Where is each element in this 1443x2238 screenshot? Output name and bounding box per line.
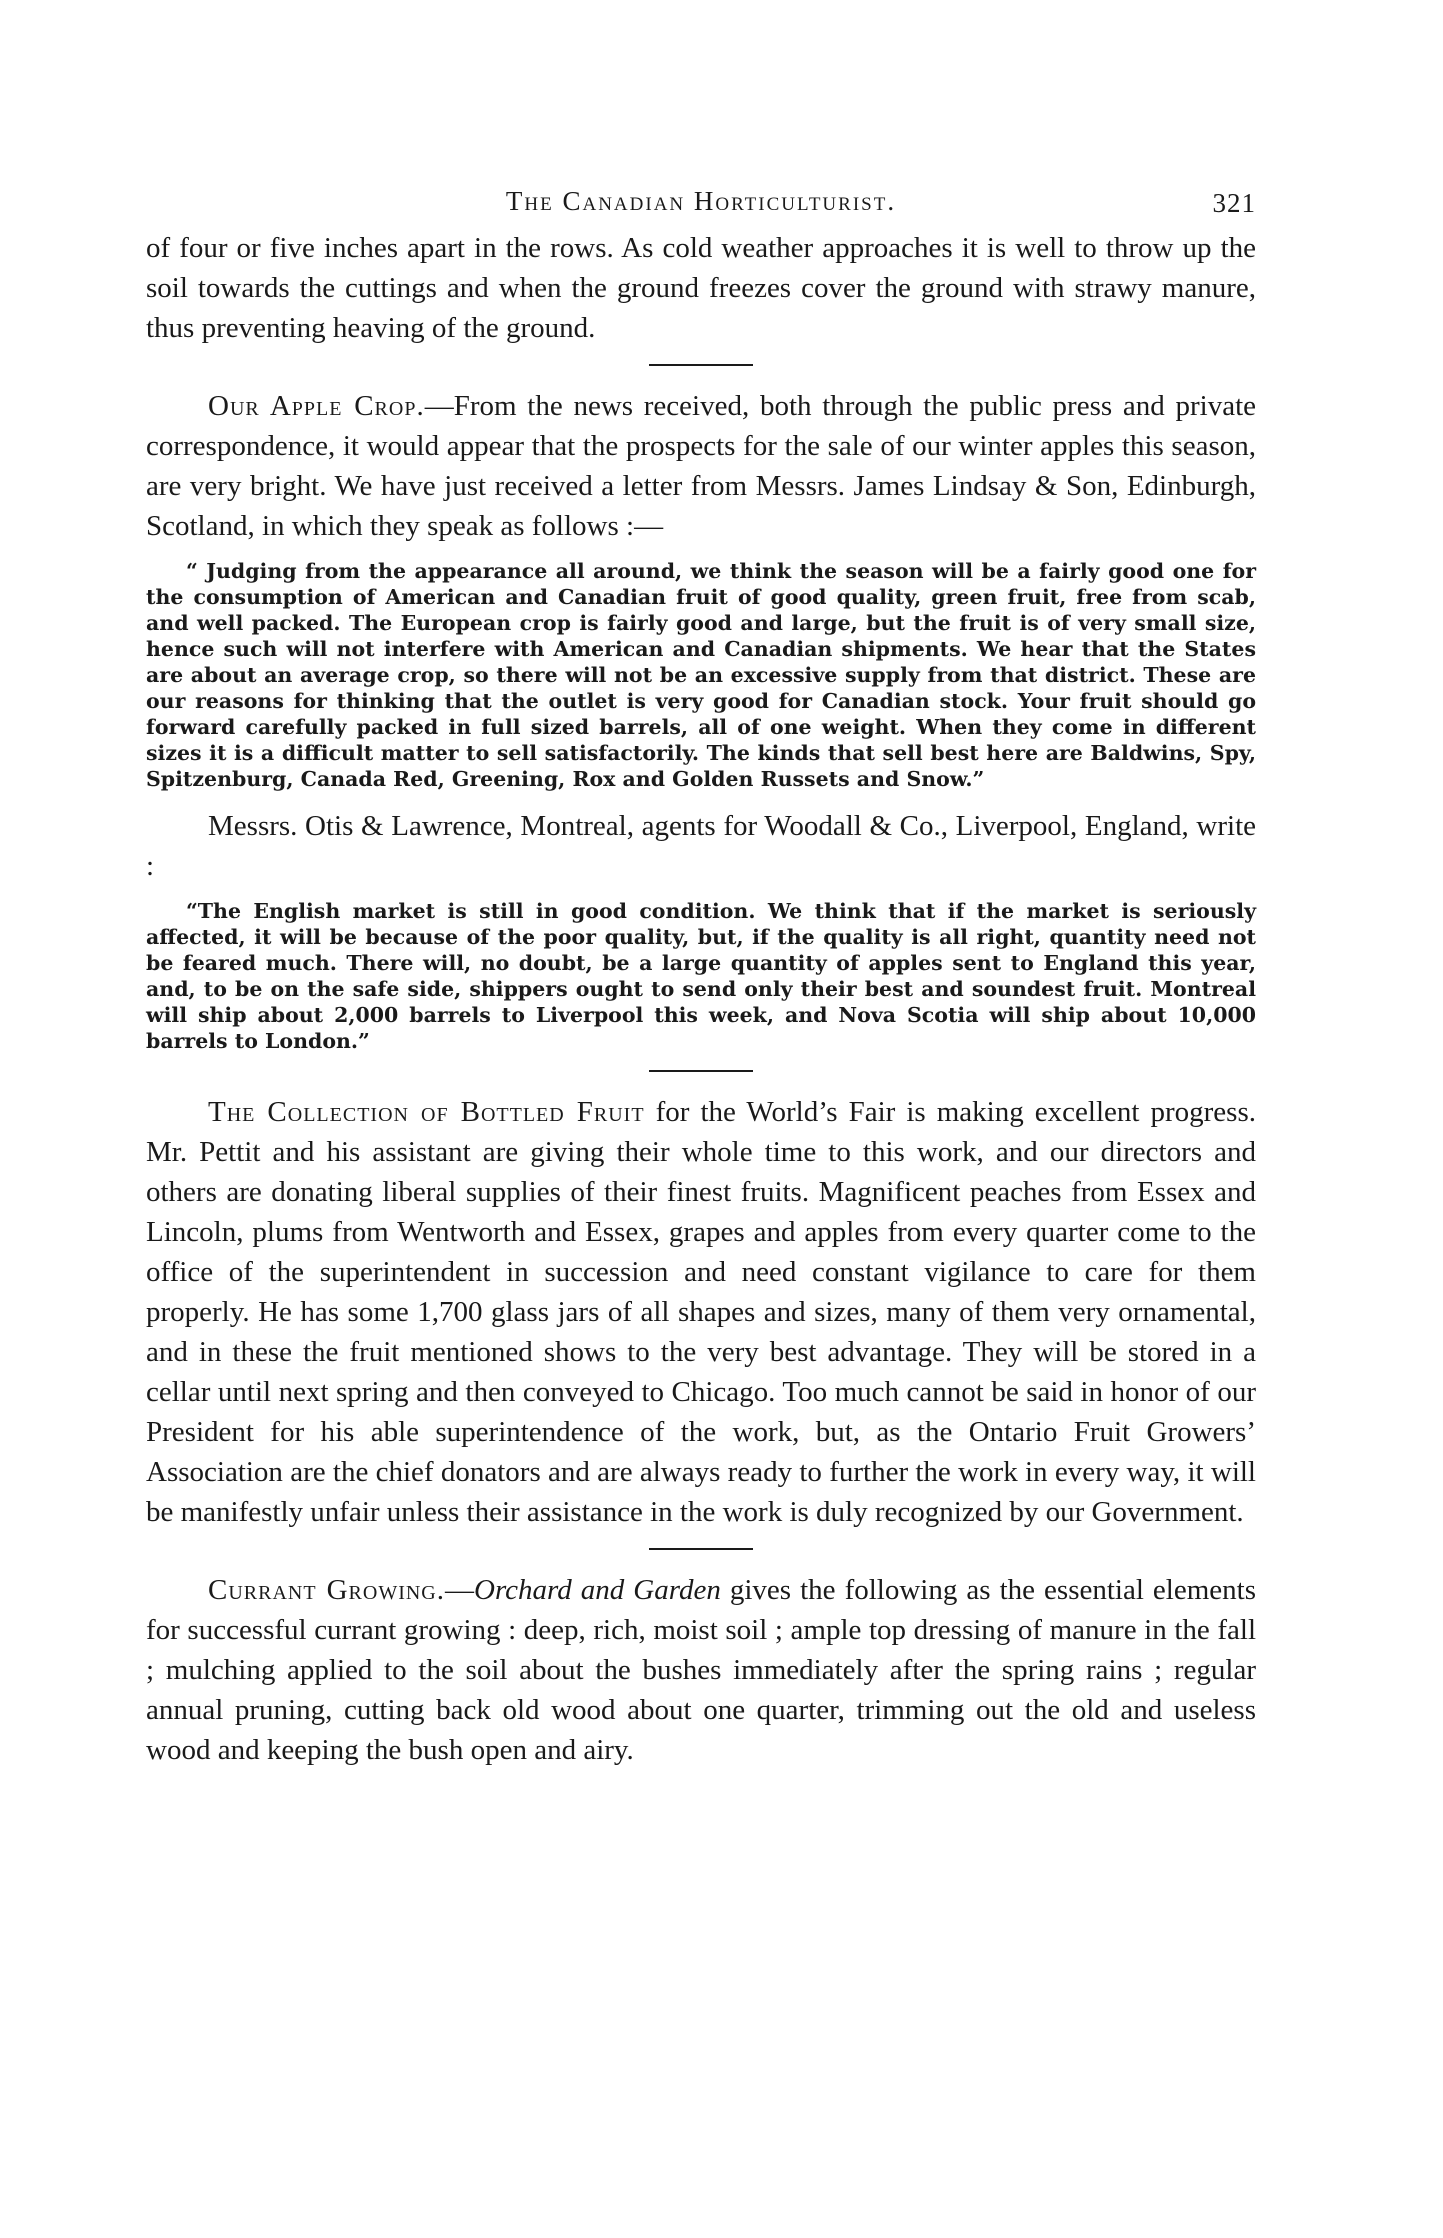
section-divider: [649, 1548, 753, 1550]
continuation-paragraph: of four or five inches apart in the rows. As cold weather approaches it is well to throw up the soil towards the cuttings and when the ground freezes cover the ground with strawy manure, thus preventing heaving of the ground.: [146, 232, 1256, 344]
bottled-fruit-heading: The Collection of Bottled Fruit: [208, 1096, 645, 1128]
otis-lawrence-quote: “The English market is still in good condition. We think that if the market is seriously affected, it will be because of the poor quality, but, if the quality is all right, quantity need not be feared much. There will, no doubt, be a large quantity of apples sent to England this year, and, to be on the safe side, shippers ought to send only their best and soundest fruit. Montreal will ship about 2,000 barrels to Liverpool this week, and Nova Scotia will ship about 10,000 barrels to London.”: [146, 899, 1256, 1053]
page-number: 321: [1212, 188, 1256, 218]
apple-crop-text: —From the news received, both through the public press and private correspondence, it would appear that the prospects for the sale of our winter apples this season, are very bright. We have just received a letter from Messrs. James Lindsay & Son, Edinburgh, Scotland, in which they speak as follows :—: [146, 390, 1257, 542]
currant-growing-source: Orchard and Garden: [474, 1574, 721, 1606]
page: [146, 180, 1256, 1770]
otis-lawrence-intro: Messrs. Otis & Lawrence, Montreal, agents for Woodall & Co., Liverpool, England, write :: [146, 810, 1256, 882]
currant-growing-heading: Currant Growing.: [208, 1574, 446, 1606]
section-divider: [649, 1070, 753, 1072]
lindsay-quote: “ Judging from the appearance all around, we think the season will be a fairly good one for the consumption of American and Canadian fruit of good quality, green fruit, free from scab, and well packed. The European crop is fairly good and large, but the fruit is of very small size, hence such will not interfere with American and Canadian shipments. We hear that the States are about an average crop, so there will not be an excessive supply from that district. These are our reasons for thinking that the outlet is very good for Canadian stock. Your fruit should go forward carefully packed in full sized barrels, all of one weight. When they come in different sizes it is a difficult matter to sell satisfactorily. The kinds that sell best here are Baldwins, Spy, Spitzenburg, Canada Red, Greening, Rox and Golden Russets and Snow.”: [146, 559, 1256, 791]
apple-crop-heading: Our Apple Crop.: [208, 390, 425, 422]
running-title: The Canadian Horticulturist.: [505, 186, 897, 216]
bottled-fruit-text: for the World’s Fair is making excellent progress. Mr. Pettit and his assistant are giving their whole time to this work, and our directors and others are donating liberal supplies of their finest fruits. Magnificent peaches from Essex and Lincoln, plums from Wentworth and Essex, grapes and apples from every quarter come to the office of the superintendent in succession and need constant vigilance to care for them properly. He has some 1,700 glass jars of all shapes and sizes, many of them very ornamental, and in these the fruit mentioned shows to the very best advantage. They will be stored in a cellar until next spring and then conveyed to Chicago. Too much cannot be said in honor of our President for his able superintendence of the work, but, as the Ontario Fruit Growers’ Association are the chief donators and are always ready to further the work in every way, it will be manifestly unfair unless their assistance in the work is duly recognized by our Government.: [146, 1096, 1256, 1528]
section-divider: [649, 364, 753, 366]
currant-growing-dash: —: [445, 1574, 475, 1606]
currant-growing-text: gives the following as the essential elements for successful currant growing : deep, rich, moist soil ; ample top dressing of manure in the fall ; mulching applied to the soil about the bushes immediately after the spring rains ; regular annual pruning, cutting back old wood about one quarter, trimming out the old and useless wood and keeping the bush open and airy.: [146, 1574, 1256, 1766]
apple-crop-paragraph: [146, 386, 1256, 546]
running-head: [146, 180, 1256, 224]
bottled-fruit-paragraph: [146, 1092, 1256, 1532]
currant-growing-paragraph: [146, 1570, 1256, 1770]
